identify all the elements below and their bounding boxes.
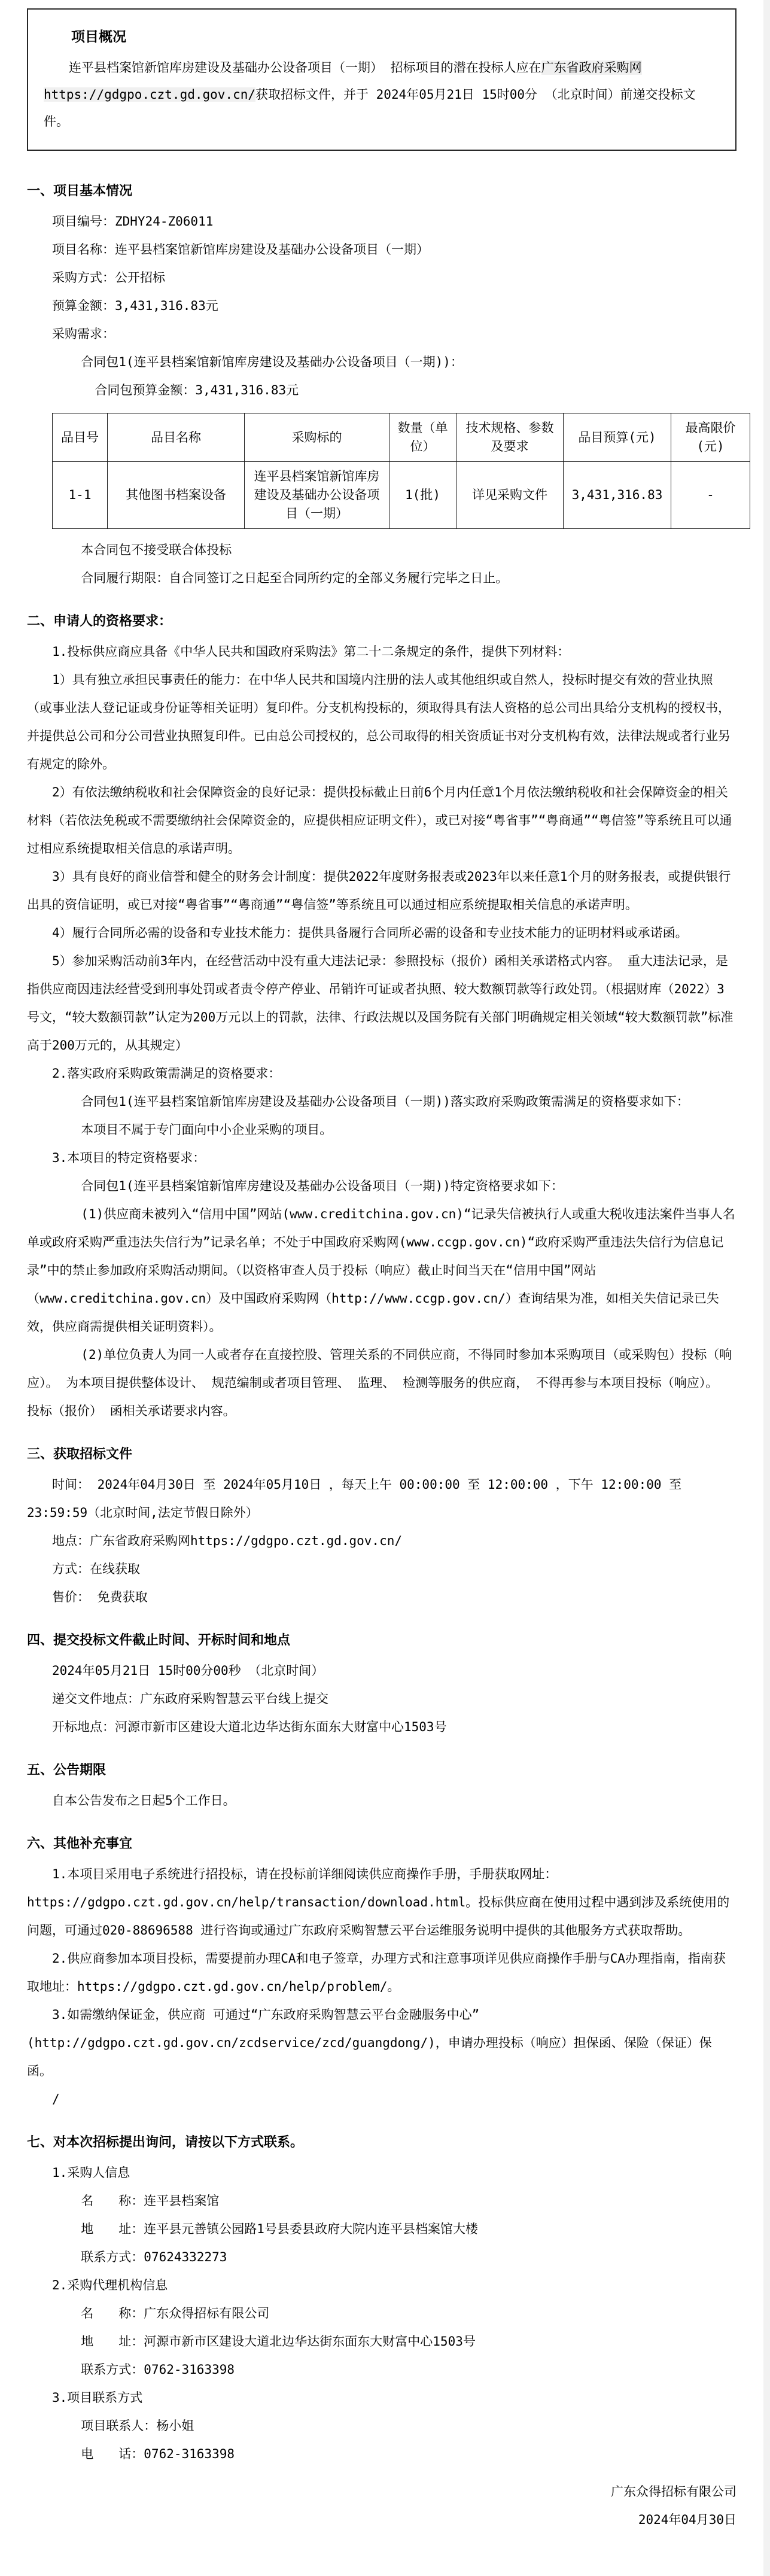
agency-info-title: 2.采购代理机构信息 <box>52 2278 168 2292</box>
specific-item-1: (1)供应商未被列入“信用中国”网站(www.creditchina.gov.cn)“记录失信被执行人或重大税收违法案件当事人名单或政府采购严重违法失信行为”记录名单；不处于中国政府采购网(www.ccgp.gov.cn)“政府采购严重违法失信行为信息记录”中的禁止参加政府采购活动期间。（以资格审查人员于投标（响应）截止时间当天在“信用中国”网站（www.creditchina.gov.cn）及中国政府采购网（http://www.ccgp.gov.cn/）查询结果为准，如相关失信记录已失效，供应商需提供相关证明资料）。 <box>27 1207 735 1334</box>
section-1-heading: 一、项目基本情况 <box>27 184 133 199</box>
cell-tech-spec: 详见采购文件 <box>456 462 564 529</box>
obtain-place-line: 地点：广东省政府采购网https://gdgpo.czt.gd.gov.cn/ <box>52 1534 403 1548</box>
cell-max-price: - <box>671 462 750 529</box>
qualification-item-1: 1）具有独立承担民事责任的能力：在中华人民共和国境内注册的法人或其他组织或自然人，投标时提交有效的营业执照（或事业法人登记证或身份证等相关证明）复印件。分支机构投标的，须取得具有法人资格的总公司出具给分支机构的授权书，并提供总公司和分公司营业执照复印件。已由总公司授权的，总公司取得的相关资质证书对分支机构有效，法律法规或者行业另有规定的除外。 <box>27 673 731 771</box>
header-item-name: 品目名称 <box>108 413 245 462</box>
cell-item-name: 其他图书档案设备 <box>108 462 245 529</box>
qualification-item-5: 5）参加采购活动前3年内，在经营活动中没有重大违法记录：参照投标（报价）函相关承诺格式内容。 重大违法记录，是指供应商因违法经营受到刑事处罚或者责令停产停业、吊销许可证或者执照、较大数额罚款等行政处罚。（根据财库（2022）3号文，“较大数额罚款”认定为200万元以上的罚款，法律、行政法规以及国务院有关部门明确规定相关领域“较大数额罚款”标准高于200万元的，从其规定） <box>27 954 734 1053</box>
specific-requirement-line: 3.本项目的特定资格要求： <box>52 1151 206 1165</box>
no-consortium-line: 本合同包不接受联合体投标 <box>81 543 232 557</box>
obtain-time-line: 时间： 2024年04月30日 至 2024年05月10日 ，每天上午 00:00:00 至 12:00:00 ，下午 12:00:00 至 23:59:59（北京时间,法定节假日除外） <box>27 1477 682 1520</box>
bid-opening-place-line: 开标地点：河源市新市区建设大道北边华达街东面东大财富中心1503号 <box>52 1720 447 1734</box>
agency-address-line: 地 址：河源市新市区建设大道北边华达街东面东大财富中心1503号 <box>81 2334 476 2349</box>
header-quantity-unit: 数量（单位） <box>389 413 456 462</box>
signature-company: 广东众得招标有限公司 <box>611 2484 736 2499</box>
signature-date: 2024年04月30日 <box>638 2513 736 2527</box>
announcement-period-line: 自本公告发布之日起5个工作日。 <box>52 1793 236 1808</box>
demand-label-line: 采购需求： <box>52 327 115 341</box>
obtain-method-line: 方式：在线获取 <box>52 1562 140 1576</box>
project-contact-phone-line: 电 话：0762-3163398 <box>81 2447 235 2461</box>
header-max-price: 最高限价(元) <box>671 413 750 462</box>
buyer-contact-line: 联系方式：07624332273 <box>81 2250 227 2264</box>
scrollbar-track[interactable] <box>763 0 770 2576</box>
header-item-budget: 品目预算(元) <box>564 413 671 462</box>
submission-deadline-line: 2024年05月21日 15时00分00秒 （北京时间） <box>52 1663 324 1678</box>
table-row <box>53 462 750 529</box>
package-budget-line: 合同包预算金额：3,431,316.83元 <box>95 383 299 397</box>
overview-intro-paragraph <box>44 54 720 135</box>
project-contact-person-line: 项目联系人：杨小姐 <box>81 2419 194 2433</box>
supplement-item-3: 3.如需缴纳保证金，供应商 可通过“广东政府采购智慧云平台金融服务中心”(http://gdgpo.czt.gd.gov.cn/zcdservice/zcd/guangdong/)，申请办理投标（响应）担保函、保险（保证）保函。 <box>27 2008 712 2078</box>
policy-note-line: 本项目不属于专门面向中小企业采购的项目。 <box>81 1123 333 1137</box>
section-7-heading: 七、对本次招标提出询问，请按以下方式联系。 <box>27 2135 304 2150</box>
qualification-item-3: 3）具有良好的商业信誉和健全的财务会计制度：提供2022年度财务报表或2023年以来任意1个月的财务报表，或提供银行出具的资信证明，或已对接“粤省事”“粤商通”“粤信签”等系统且可以通过相应系统提取相关信息的承诺声明。 <box>27 869 731 912</box>
project-contact-title: 3.项目联系方式 <box>52 2391 143 2405</box>
specific-package-line: 合同包1(连平县档案馆新馆库房建设及基础办公设备项目（一期))特定资格要求如下： <box>81 1179 564 1193</box>
qualification-item-2: 2）有依法缴纳税收和社会保障资金的良好记录：提供投标截止日前6个月内任意1个月依法缴纳税收和社会保障资金的相关材料（若依法免税或不需要缴纳社会保障资金的，应提供相应证明文件），或已对接“粤省事”“粤商通”“粤信签”等系统且可以通过相应系统提取相关信息的承诺声明。 <box>27 785 732 856</box>
project-name-line: 项目名称：连平县档案馆新馆库房建设及基础办公设备项目（一期） <box>52 242 429 257</box>
section-3-heading: 三、获取招标文件 <box>27 1447 133 1462</box>
section-2-heading: 二、申请人的资格要求： <box>27 614 172 629</box>
obtain-price-line: 售价： 免费获取 <box>52 1590 148 1604</box>
header-tech-spec: 技术规格、参数及要求 <box>456 413 564 462</box>
project-number-line: 项目编号：ZDHY24-Z06011 <box>52 214 214 229</box>
agency-name-line: 名 称：广东众得招标有限公司 <box>81 2306 270 2320</box>
supplement-slash-line: / <box>52 2092 60 2106</box>
contract-term-line: 合同履行期限：自合同签订之日起至合同所约定的全部义务履行完毕之日止。 <box>81 571 509 585</box>
header-item-no: 品目号 <box>53 413 108 462</box>
qualification-item-4: 4）履行合同所必需的设备和专业技术能力：提供具备履行合同所必需的设备和专业技术能力的证明材料或承诺函。 <box>52 926 688 940</box>
supplement-item-1: 1.本项目采用电子系统进行招投标，请在投标前详细阅读供应商操作手册，手册获取网址：https://gdgpo.czt.gd.gov.cn/help/transaction/download.html。投标供应商在使用过程中遇到涉及系统使用的问题，可通过020-88696588 进行咨询或通过广东政府采购智慧云平台运维服务说明中提供的其他服务方式获取帮助。 <box>27 1867 730 1938</box>
items-table-header-row <box>53 413 750 462</box>
procurement-site-link[interactable]: 广东省政府采购网https://gdgpo.czt.gd.gov.cn/ <box>44 60 642 102</box>
header-procurement-subject: 采购标的 <box>245 413 389 462</box>
cell-item-budget: 3,431,316.83 <box>564 462 671 529</box>
policy-requirement-line: 2.落实政府采购政策需满足的资格要求： <box>52 1066 281 1081</box>
supplement-item-2: 2.供应商参加本项目投标，需要提前办理CA和电子签章，办理方式和注意事项详见供应商操作手册与CA办理指南，指南获取地址：https://gdgpo.czt.gd.gov.cn/help/problem/。 <box>27 1951 726 1994</box>
cell-procurement-subject: 连平县档案馆新馆库房建设及基础办公设备项目（一期） <box>245 462 389 529</box>
specific-item-2: (2)单位负责人为同一人或者存在直接控股、管理关系的不同供应商，不得同时参加本采购项目（或采购包）投标（响应）。 为本项目提供整体设计、 规范编制或者项目管理、 监理、 检测等服务的供应商， 不得再参与本项目投标（响应）。 投标（报价） 函相关承诺要求内容。 <box>27 1348 732 1418</box>
project-overview-box <box>27 8 736 151</box>
submit-place-line: 递交文件地点：广东政府采购智慧云平台线上提交 <box>52 1692 328 1706</box>
procurement-method-line: 采购方式：公开招标 <box>52 270 165 285</box>
overview-intro-pre: 连平县档案馆新馆库房建设及基础办公设备项目（一期） 招标项目的潜在投标人应在 <box>69 60 541 75</box>
contract-package-line: 合同包1(连平县档案馆新馆库房建设及基础办公设备项目（一期))： <box>81 355 463 369</box>
section-6-heading: 六、其他补充事宜 <box>27 1836 133 1851</box>
policy-package-line: 合同包1(连平县档案馆新馆库房建设及基础办公设备项目（一期))落实政府采购政策需满足的资格要求如下： <box>81 1094 689 1109</box>
section-5-heading: 五、公告期限 <box>27 1763 106 1778</box>
overview-title: 项目概况 <box>71 29 126 45</box>
buyer-name-line: 名 称：连平县档案馆 <box>81 2194 220 2208</box>
buyer-info-title: 1.采购人信息 <box>52 2166 130 2180</box>
cell-item-no: 1-1 <box>53 462 108 529</box>
buyer-address-line: 地 址：连平县元善镇公园路1号县委县政府大院内连平县档案馆大楼 <box>81 2222 478 2236</box>
qualification-intro: 1.投标供应商应具备《中华人民共和国政府采购法》第二十二条规定的条件，提供下列材料： <box>52 644 570 659</box>
items-table <box>52 413 750 529</box>
budget-amount-line: 预算金额：3,431,316.83元 <box>52 299 218 313</box>
signature-block <box>27 2478 736 2534</box>
overview-intro-post: 获取招标文件，并于 2024年05月21日 15时00分 （北京时间）前递交投标文件。 <box>44 87 696 129</box>
cell-quantity-unit: 1(批) <box>389 462 456 529</box>
agency-contact-line: 联系方式：0762-3163398 <box>81 2362 235 2377</box>
section-4-heading: 四、提交投标文件截止时间、开标时间和地点 <box>27 1633 291 1648</box>
